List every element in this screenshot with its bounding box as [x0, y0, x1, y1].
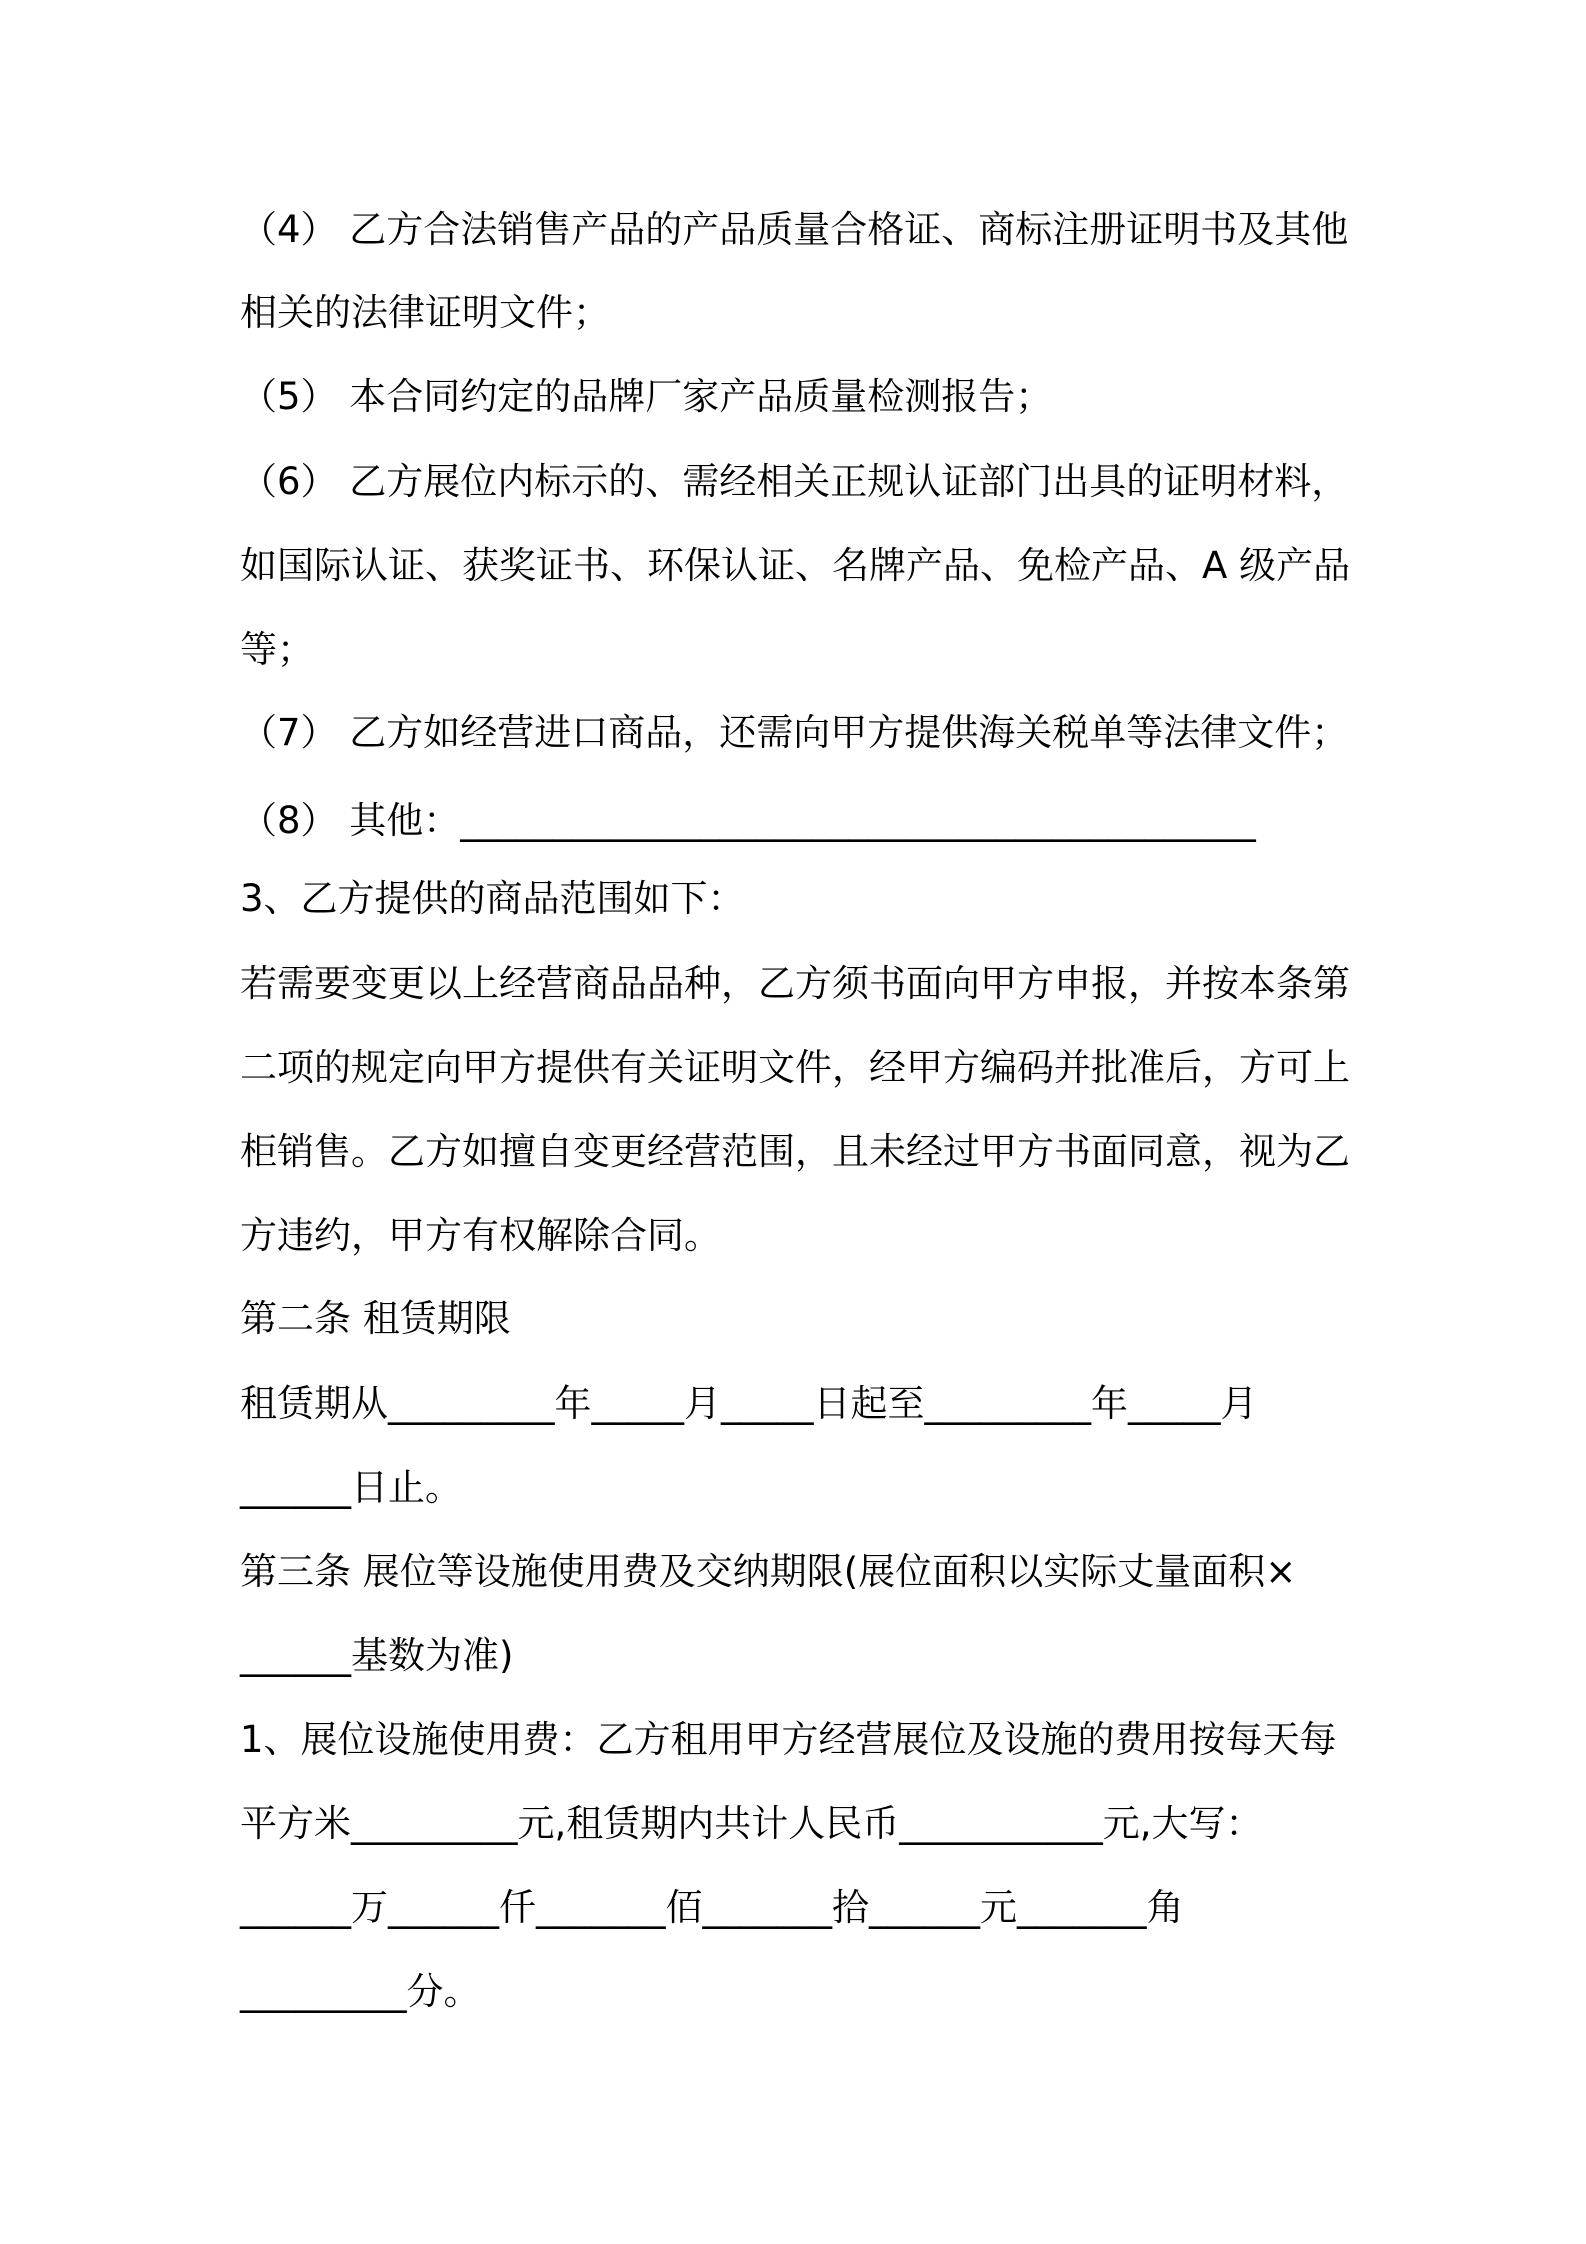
fee-clause-line-2: 平方米_________元,租赁期内共计人民币___________元,大写： — [240, 1802, 1263, 1845]
fee-amount-in-words-line-2: _________分。 — [240, 1970, 481, 2013]
article-3-heading-continued: ______基数为准) — [240, 1634, 514, 1677]
article-2-heading: 第二条 租赁期限 — [240, 1297, 511, 1340]
clause-item-8: （8） 其他：___________________________________________ — [240, 799, 1256, 842]
fee-clause-line-1: 1、展位设施使用费：乙方租用甲方经营展位及设施的费用按每天每 — [240, 1718, 1337, 1761]
scope-change-paragraph-line-4: 方违约，甲方有权解除合同。 — [240, 1214, 721, 1257]
fee-amount-in-words-line-1: ______万______仟_______佰_______拾______元_______角 — [240, 1886, 1184, 1929]
clause-item-5: （5） 本合同约定的品牌厂家产品质量检测报告； — [240, 375, 1053, 418]
clause-item-6: （6） 乙方展位内标示的、需经相关正规认证部门出具的证明材料， — [240, 460, 1349, 503]
scope-change-paragraph-line-3: 柜销售。乙方如擅自变更经营范围，且未经过甲方书面同意，视为乙 — [240, 1130, 1350, 1173]
scope-change-paragraph-line-1: 若需要变更以上经营商品品种，乙方须书面向甲方申报，并按本条第 — [240, 962, 1350, 1005]
goods-scope-heading: 3、乙方提供的商品范围如下： — [240, 877, 745, 920]
clause-item-7: （7） 乙方如经营进口商品，还需向甲方提供海关税单等法律文件； — [240, 711, 1349, 754]
article-3-heading: 第三条 展位等设施使用费及交纳期限(展位面积以实际丈量面积× — [240, 1550, 1297, 1593]
clause-item-4: （4） 乙方合法销售产品的产品质量合格证、商标注册证明书及其他 — [240, 208, 1349, 251]
clause-item-6-end: 等； — [240, 628, 314, 671]
scope-change-paragraph-line-2: 二项的规定向甲方提供有关证明文件，经甲方编码并批准后，方可上 — [240, 1046, 1350, 1089]
lease-term-line-1: 租赁期从_________年_____月_____日起至_________年_____月 — [240, 1382, 1258, 1425]
clause-item-6-continued: 如国际认证、获奖证书、环保认证、名牌产品、免检产品、A 级产品 — [240, 544, 1351, 587]
lease-term-line-2: ______日止。 — [240, 1466, 462, 1509]
clause-item-4-continued: 相关的法律证明文件； — [240, 291, 610, 334]
